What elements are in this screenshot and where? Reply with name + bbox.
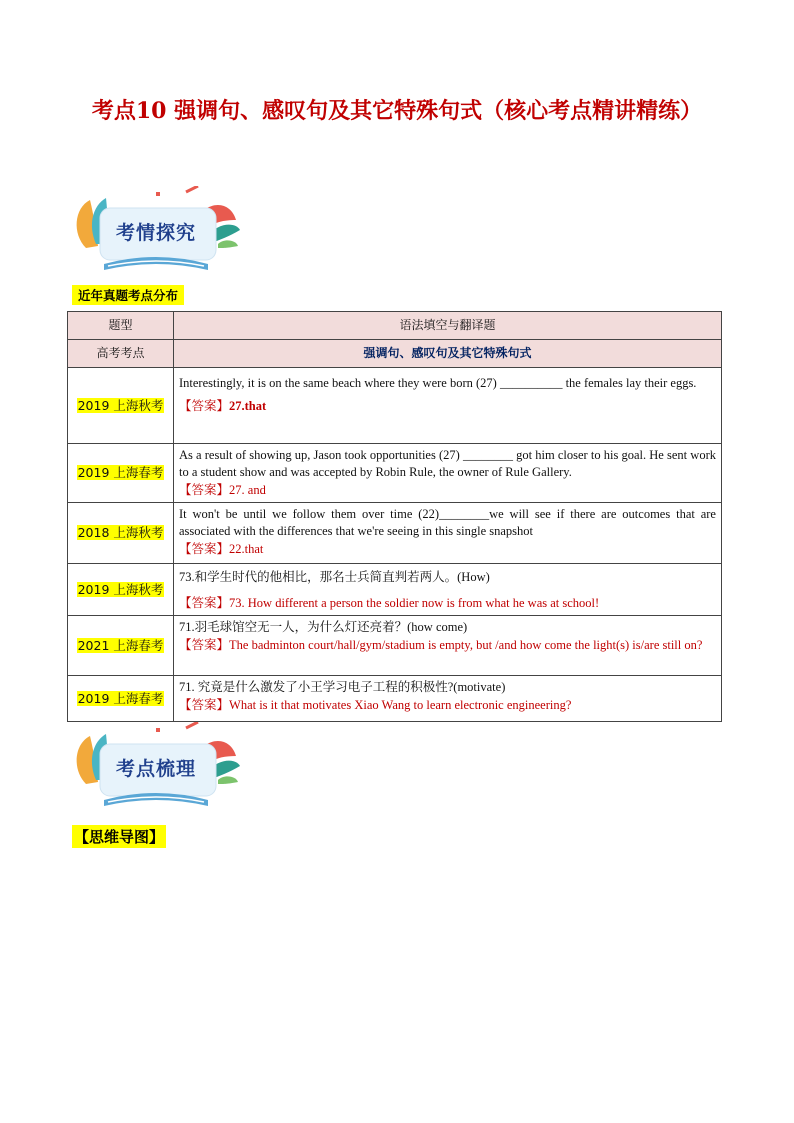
question-text: 71.羽毛球馆空无一人，为什么灯还亮着？(how come): [179, 620, 468, 634]
year-tag: 2021 上海春考: [77, 637, 164, 653]
question-cell: [174, 368, 722, 444]
question-cell: [174, 676, 722, 722]
section-label-exam-analysis: 考情探究: [115, 222, 196, 244]
question-text: It won't be until we follow them over time (22)________we will see if there are outcomes that are associated with the differences that we're seeing in this single snapshot: [179, 507, 716, 538]
answer-tag: 【答案】: [179, 637, 230, 652]
table-row: [68, 368, 722, 444]
question-text: Interestingly, it is on the same beach where they were born (27) __________ the females lay their eggs.: [179, 376, 697, 390]
question-cell: [174, 564, 722, 616]
section-badge-exam-analysis: [68, 186, 244, 278]
year-cell: [68, 444, 174, 503]
year-tag: 2018 上海秋考: [77, 525, 164, 540]
answer-tag: 【答案】: [179, 398, 230, 413]
table-row: [68, 676, 722, 722]
year-cell: [68, 503, 174, 564]
year-cell: [68, 676, 174, 722]
table-row: [68, 564, 722, 616]
answer-tag: 【答案】: [179, 697, 230, 712]
year-tag: 2019 上海春考: [77, 465, 164, 480]
year-cell: [68, 616, 174, 676]
year-cell: [68, 368, 174, 444]
answer-tag: 【答案】: [179, 541, 230, 556]
header-cell-type-value: 语法填空与翻译题: [174, 312, 722, 340]
answer-text: The badminton court/hall/gym/stadium is empty, but /and how come the light(s) is/are still on?: [229, 638, 703, 652]
question-text: 71. 究竟是什么激发了小王学习电子工程的积极性?(motivate): [179, 680, 506, 694]
answer-text: What is it that motivates Xiao Wang to learn electronic engineering?: [229, 698, 572, 712]
answer-text: 22.that: [229, 542, 264, 556]
answer-tag: 【答案】: [179, 595, 230, 610]
question-text: 73.和学生时代的他相比，那名士兵简直判若两人。(How): [179, 570, 490, 584]
year-tag: 2019 上海春考: [77, 690, 164, 706]
answer-text: 27.that: [229, 399, 267, 413]
table-header-row: [68, 312, 722, 340]
question-cell: [174, 503, 722, 564]
section-badge-key-points: [68, 722, 244, 814]
subhead-distribution: 近年真题考点分布: [72, 285, 184, 305]
page-title: 考点10 强调句、感叹句及其它特殊句式（核心考点精讲精练）: [91, 98, 703, 124]
header-cell-topic-value: 强调句、感叹句及其它特殊句式: [174, 340, 722, 368]
year-tag: 2019 上海秋考: [77, 581, 164, 597]
table-row: [68, 444, 722, 503]
exam-distribution-table: [67, 311, 722, 722]
answer-text: 27. and: [229, 483, 266, 497]
table-header-row: [68, 340, 722, 368]
year-tag: 2019 上海秋考: [77, 397, 164, 413]
question-text: As a result of showing up, Jason took opportunities (27) ________ got him closer to his goal. He sent work to a student show and was accepted by Robin Rule, the owner of Rule Gallery.: [179, 448, 716, 479]
year-cell: [68, 564, 174, 616]
question-cell: [174, 444, 722, 503]
answer-tag: 【答案】: [179, 482, 230, 497]
header-cell-topic: 高考考点: [68, 340, 174, 368]
mind-map-label: 【思维导图】: [72, 825, 166, 848]
answer-text: 73. How different a person the soldier now is from what he was at school!: [229, 596, 600, 610]
table-row: [68, 616, 722, 676]
table-row: [68, 503, 722, 564]
question-cell: [174, 616, 722, 676]
header-cell-type: 题型: [68, 312, 174, 340]
section-label-key-points: 考点梳理: [115, 758, 196, 780]
